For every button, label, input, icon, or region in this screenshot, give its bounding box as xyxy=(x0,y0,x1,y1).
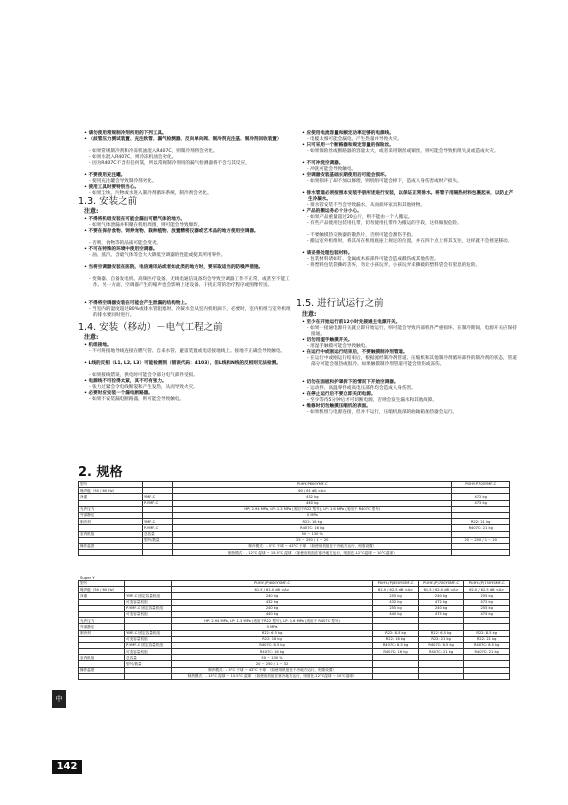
table-cell xyxy=(452,550,510,556)
table-cell: 475 kg xyxy=(464,611,510,617)
text-line: - 有些产品使用包装用扎带，切勿使用扎带作为搬运的手段，这样做很危险。 xyxy=(307,221,462,226)
table-cell: R407C: 21 kg xyxy=(464,649,510,655)
table-cell: 总容量 xyxy=(142,531,172,537)
table-cell: 61.5 / 62.0 dB <A> xyxy=(171,587,372,593)
text-line: • 请妥善处理包装材料。 xyxy=(302,251,353,256)
table-cell: R22: 21 kg xyxy=(418,636,464,642)
table-cell: 外部静压 xyxy=(79,624,125,630)
table-cell: 允许压力 xyxy=(79,506,143,512)
table-cell: 总容量 xyxy=(125,655,172,661)
text-line: - 在运行中或刚运行结束后，根据流经制冷剂管道、压缩机和其他制冷剂循环部件的制冷剂的状态，管道部分可能会很热或很冷。如果触摸制冷剂管道可能会烫伤或冻伤。 xyxy=(307,356,517,367)
table-cell: R22: 16 kg xyxy=(171,636,372,642)
table-cell: 型号 xyxy=(79,581,125,587)
table-cell xyxy=(142,550,172,556)
text-line: - 如果水混入R407C，则冷冻机油会劣化。 xyxy=(89,155,177,160)
table-cell: 净重 xyxy=(79,494,143,500)
text-line: - 如果产品重量超过20公斤，则不能由一个人搬运。 xyxy=(307,215,413,220)
table-cell: 制冷剂 xyxy=(79,519,143,525)
warning-label-1: 注意: xyxy=(84,208,99,215)
table-cell: 制热模式：- 12°C 湿球 ~ 15.5°C 湿球 （如使用机组在寒冷地方运行，则需在-12°C湿球 ~ 10°C湿球） xyxy=(173,550,452,556)
text-line: - 用湿手触摸可能会导致触电。 xyxy=(307,344,370,349)
table-cell: 可变容量机组 xyxy=(125,649,172,655)
table-cell: 255 kg xyxy=(464,605,510,611)
text-line: • 维修时切勿触摸压缩机的表面。 xyxy=(302,404,371,409)
table-cell: 432 kg xyxy=(171,599,372,605)
table-cell: PUHY-(P)750YSMF-C xyxy=(464,581,510,587)
text-line: • （歧管压力测试装置、充注软管、漏气检测器、反向单向阀、制冷剂充注基、制冷剂回收装置） xyxy=(84,137,282,142)
table-cell xyxy=(125,673,172,679)
text-line: - 不要触摸热交换器的散热片，否则可能会割伤手指。 xyxy=(307,233,416,238)
text-line: - 张力过紧会令电线断裂和产生发热，从而导致火灾。 xyxy=(89,385,198,390)
section-1-5-heading: 1.5. 进行试运行之前 xyxy=(296,298,384,309)
text-line: - 如果一接通电源开关就立即开始运行，则可能会导致内部机件严重损坏。在制冷期间，电源开关应保持接通。 xyxy=(307,326,517,337)
table-cell: 240 kg xyxy=(418,605,464,611)
table-cell: PUHY-(P)700YSMF-C xyxy=(418,581,464,587)
warning-label-3: 注意: xyxy=(302,311,317,318)
table-cell: 型号 xyxy=(79,482,143,488)
table-cell: 440 kg xyxy=(171,611,372,617)
table-cell: YMF-C xyxy=(142,519,172,525)
spec-table-1 xyxy=(78,481,510,556)
section-1-3-heading: 1.3. 安装之前 xyxy=(78,196,138,207)
text-line: - 如果保险丝或断路器的容量太大，或者采用钢丝或铜丝，则可能会导致机组失灵或造成火灾。 xyxy=(307,149,499,154)
table-cell: 可变容量机组 xyxy=(125,611,172,617)
table-cell: R407C: 16 kg xyxy=(173,525,452,531)
table-cell: 制热模式：- 15°C 湿球 ~ 15.5°C 湿球 （如使用机组在寒冷地方运行，则需在-12°C湿球 ~ 10°C湿球） xyxy=(171,673,372,679)
language-tab: 中 xyxy=(52,690,66,708)
table-cell: PUHY-(P)650YSMF-C xyxy=(373,581,419,587)
text-line: • L线的反相（L1, L2, L3）可能检测到（错误代码：4103），但L线和N线的反相则无法检测。 xyxy=(84,361,281,366)
text-line: • 空调器安装基础长期使用后可能会损坏。 xyxy=(302,173,390,178)
table-cell: YMF-C xyxy=(142,494,172,500)
table-cell: 噪声级（50 / 60 Hz） xyxy=(79,587,125,593)
table-cell: 432 kg xyxy=(173,494,452,500)
text-line: - 否则，食物等的品质可能会变劣。 xyxy=(89,241,162,246)
text-line: - 如果尘埃、污物或水进入制冷剂循环系统，制冷剂会劣化。 xyxy=(89,191,212,196)
table-cell: R22: 8.5 kg xyxy=(373,630,419,636)
text-line: • 不得将机组安装在可能会漏出可燃气体的地方。 xyxy=(84,217,186,222)
text-line: • 只可采用一个断路器和规定容量的保险丝。 xyxy=(302,143,394,148)
text-line: • 请勿使用常规制冷剂所用的下列工具。 xyxy=(84,131,167,136)
table-cell: 50 ~ 130 % xyxy=(173,531,452,537)
text-line: • 不得将空调器安装在可能会产生泄漏的结构物上。 xyxy=(84,301,190,306)
table-cell: R407C: 16 kg xyxy=(373,649,419,655)
text-line: - 如果机组与电源连接，但并不运行，压缩机底部的曲轴箱加热器会运行。 xyxy=(307,410,458,415)
table-cell: 制冷模式：- 5°C 干球 ~ 43°C 干球 （如使用机组在干冷地方运行，则需设置） xyxy=(171,667,372,673)
table-cell xyxy=(418,673,464,679)
table-cell: PUHY-P600YMF-C xyxy=(173,482,452,488)
table-cell: 432 kg xyxy=(373,599,419,605)
table-cell: R22: 6.5 kg xyxy=(171,630,372,636)
text-line: - 冲洗可能会导致触电。 xyxy=(307,167,357,172)
table-cell: 62.0 / 62.5 dB <A> xyxy=(373,587,419,593)
table-cell: 475 kg xyxy=(452,500,510,506)
table-cell: 室内机组 xyxy=(79,655,125,661)
text-line: • 不要在保存食物、饲养宠物、栽种植物、放置精密仪器或艺术品的地方使用空调器。 xyxy=(84,229,259,234)
table-cell: 255 kg xyxy=(464,593,510,599)
table-cell: R22: 21 kg xyxy=(464,636,510,642)
text-line: - 因为R407C不含有任何氯，所以常规制冷剂用的漏气检测器将不会与其反应。 xyxy=(89,161,250,166)
text-line: • 应使用电流容量和额定功率足够的电源线。 xyxy=(302,131,394,136)
super-y-label: Super Y xyxy=(80,575,95,580)
table-cell: 62.0 / 62.5 dB <A> xyxy=(464,587,510,593)
text-line: - 使用充注罐会导致制冷剂劣化。 xyxy=(89,179,157,184)
table-row xyxy=(79,673,510,679)
table-cell: 0 MPa xyxy=(173,512,452,518)
table-cell: 型号/数量 xyxy=(142,537,172,543)
text-line: - 不可将接地导线连接在燃气管、自来水管、避雷装置或电话接地线上。接地不正确会导致触电。 xyxy=(89,349,286,354)
text-line: - 运动件、高温零件或高电压部件均会造成人身伤害。 xyxy=(307,386,416,391)
table-cell: 允许压力 xyxy=(79,618,125,624)
spec-table-2 xyxy=(78,580,510,680)
text-line: • 使用工具时要特别当心。 xyxy=(84,185,140,190)
text-line: • 当将空调器安装在医院、电信通讯站或者如此类的地方时，要采取适当的防噪声措施。 xyxy=(84,265,264,270)
table-cell: 240 kg xyxy=(171,605,372,611)
text-line: - 如果不安装漏电断路器，则可能会导致触电。 xyxy=(89,397,184,402)
table-cell: 可变容量机组 xyxy=(125,636,172,642)
table-cell: 制冷剂 xyxy=(79,630,125,636)
text-line: • 切勿用湿手触摸开关。 xyxy=(302,338,353,343)
table-cell: 噪声级（50 / 60 Hz） xyxy=(79,488,143,494)
table-cell: R22: 6.5 kg xyxy=(418,630,464,636)
table-cell: 440 kg xyxy=(173,500,452,506)
text-line: • 机组接地。 xyxy=(84,343,112,348)
text-line: - 油、蒸汽、含硫气体等会大大降低空调器的性能或使其所用零件。 xyxy=(89,253,226,258)
table-cell: 25 ~ 250 / 1 ~ 20 xyxy=(173,537,452,543)
text-line: - 包装材料诸如钉、金属或木质部件可能会造成戳伤或其他伤害。 xyxy=(307,257,439,262)
text-line: • 在停止运行后不要立即关闭电源。 xyxy=(302,392,376,397)
text-line: - 将塑料包装袋撕碎丢弃，勿让小孩玩弄。小孩玩弄未撕破的塑料袋会有窒息的危险。 xyxy=(307,263,481,268)
text-line: • 切勿在面板和护罩拆下的情况下开始空调器。 xyxy=(302,380,399,385)
table-cell xyxy=(79,550,143,556)
text-line: - 排水管安装不当会导致漏水，从而损坏家具和其他财物。 xyxy=(307,203,425,208)
section-1-4-heading: 1.4. 安装（移动）－电气工程之前 xyxy=(78,322,223,333)
section-2-heading: 2. 规格 xyxy=(78,465,123,480)
text-line: - 如果气体泄漏并积聚在机组周围，则可能会导致爆炸。 xyxy=(89,223,203,228)
warning-label-2: 注意: xyxy=(84,334,99,341)
table-cell: 净重 xyxy=(79,593,125,599)
table-cell: 室内机组 xyxy=(79,531,143,537)
table-cell: 操作温度 xyxy=(79,667,125,673)
table-cell: 25 ~ 250 / 1 ~ 20 xyxy=(452,537,510,543)
text-line: - 至少等待5分钟后才可切断电源，否则会发生漏水和其他故障。 xyxy=(307,398,438,403)
text-line: • 在运行中或刚运行结束后，不要触摸制冷剂管道。 xyxy=(302,350,408,355)
table-cell: R407C: 6.5 kg xyxy=(418,642,464,648)
table-cell: 240 kg xyxy=(171,593,372,599)
table-cell: 255 kg xyxy=(373,605,419,611)
table-cell: R22: 8.5 kg xyxy=(464,630,510,636)
text-line: - 搬运室外机组时，将其吊在机组底座上规定的位置，并在四个点上将其支住，这样就不会摇晃移动。 xyxy=(307,239,513,244)
text-line: - 变频器、自备发电机、高频医疗设备、无线电通信设备均会导致空调器工作不正常，或甚至不能工作。另一方面，空调器产生的噪声也会影响上述设备。干扰正常的治疗程序或图像传送。 xyxy=(89,277,290,288)
table-cell: P-YMF-C xyxy=(142,500,172,506)
text-line: • 必要时应安装一个漏电断路器。 xyxy=(84,391,153,396)
text-line: • 不要使用充注罐。 xyxy=(84,173,126,178)
table-cell: HP: 2.94 MPa, LP: 1.3 MPa (适用于R22 型号), LP: 1.6 MPa (适用于 R407C 型号) xyxy=(171,618,372,624)
table-cell: R22: 16 kg xyxy=(173,519,452,525)
table-cell: R407C: 21 kg xyxy=(452,525,510,531)
table-cell: YMF-C 固定容量机组 xyxy=(125,593,172,599)
table-cell: PUHY-(P)600YSMF-C xyxy=(171,581,372,587)
table-cell xyxy=(373,673,419,679)
table-cell: P-YMF-C 固定容量机组 xyxy=(125,642,172,648)
table-cell: 50 ~ 130 % xyxy=(171,655,372,661)
text-line: • 电源线不可拉得太紧，其不可有张力。 xyxy=(84,379,167,384)
table-cell: R22: 21 kg xyxy=(452,519,510,525)
text-line: - 如果损坏了却不加以修理，则机组可能会掉下，造成人身伤害或财产损失。 xyxy=(307,179,462,184)
table-cell xyxy=(464,673,510,679)
table-cell: P-YMF-C 固定容量机组 xyxy=(125,605,172,611)
table-cell: 60 / 61 dB <A> xyxy=(173,488,452,494)
text-line: - 如果常规制冷剂和冷冻机油混入R407C，则制冷剂将会劣化。 xyxy=(89,149,218,154)
table-cell: P-YMF-C xyxy=(142,525,172,531)
table-cell: PUHY-P700YMF-C xyxy=(452,482,510,488)
table-cell: 61.5 / 62.0 dB <A> xyxy=(418,587,464,593)
table-cell: R407C: 8.5 kg xyxy=(464,642,510,648)
text-line: • 产品的搬运务必十分小心。 xyxy=(302,209,362,214)
table-cell: 255 kg xyxy=(373,593,419,599)
table-cell: R22: 16 kg xyxy=(373,636,419,642)
table-cell: 472 kg xyxy=(418,599,464,605)
table-cell: 440 kg xyxy=(373,611,419,617)
table-cell: R407C: 16 kg xyxy=(171,649,372,655)
text-line: • 排水管道必须按照本安装手册所述进行安装，以保证正常排水。将管子用隔热材料包裹起来，以防止产生冷凝水。 xyxy=(302,191,514,202)
text-line: - 电缆太细可能会漏电、产生热量并导致火灾。 xyxy=(307,137,402,142)
table-cell: 472 kg xyxy=(452,494,510,500)
table-cell xyxy=(79,673,125,679)
table-row xyxy=(79,550,510,556)
table-cell: R407C: 21 kg xyxy=(418,649,464,655)
text-line: • 不可冲洗空调器。 xyxy=(302,161,344,166)
table-cell: R407C: 8.5 kg xyxy=(373,642,419,648)
table-cell: YMF-C 固定容量机组 xyxy=(125,630,172,636)
text-line: • 至少在开始运行前12小时先接通主电源开关。 xyxy=(302,320,401,325)
table-cell: 操作温度 xyxy=(79,543,143,549)
table-cell: 制冷模式：- 5°C 干球 ~ 43°C 干球 （如使用机组在干冷地方运行，则需设置） xyxy=(173,543,452,549)
text-line: - 如果接线错误，供电时可能会令部分电气部件受损。 xyxy=(89,373,198,378)
table-cell: HP: 2.94 MPa, LP: 1.3 MPa (适用于R22 型号), LP: 1.6 MPa (适用于 R407C 型号) xyxy=(173,506,452,512)
page-number: 142 xyxy=(52,760,82,774)
table-cell: 0 MPa xyxy=(171,624,372,630)
table-cell: 472 kg xyxy=(464,599,510,605)
table-cell: 240 kg xyxy=(418,593,464,599)
table-cell: 20 ~ 250 / 1 ~ 32 xyxy=(171,661,372,667)
text-line: - 当室内的湿度超过80%或排水管阻塞时，冷凝水会从室内机组滴下。必要时，室内机组与室外机组的排水要同时进行。 xyxy=(89,307,291,318)
table-cell: 外部静压 xyxy=(79,512,143,518)
table-cell: R407C: 6.5 kg xyxy=(171,642,372,648)
table-cell: 型号/数量 xyxy=(125,661,172,667)
table-cell: 可变容量机组 xyxy=(125,599,172,605)
table-cell: 475 kg xyxy=(418,611,464,617)
text-line: • 不可在特殊的环境中使用空调器。 xyxy=(84,247,158,252)
